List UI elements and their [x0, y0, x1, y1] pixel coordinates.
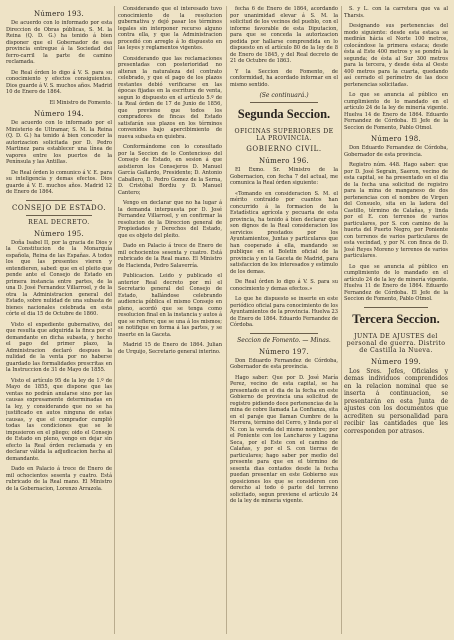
item-number: Número 196.: [258, 157, 310, 165]
paragraph: Designando sus pertenencias del modo siguiente: desde esta estaca se medirán hácia el Norte 100 metros, colocándose la primera estaca; desde ésta al Este 400 metros y se pondrá la segunda; de ésta al Sur 300 metros para la tercera, y desde ésta al Oeste 400 metros para la cuarta, quedando así cerrado el perímetro de las doce pertenencias solicitadas.: [344, 23, 448, 88]
column-divider: [114, 6, 115, 634]
paragraph: Visto el expediente gubernativo, del que resulta que adquirida la finca por el demandante en dicha subasta, y hecho el pago del primer plazo, la Administracion declaró despues la nulidad de la venta por no haberse guardado las formalidades prescritas en la Instruccion de 31 de Mayo de 1855.: [6, 321, 112, 373]
column-4: [344, 6, 448, 634]
paragraph: «Tomando en consideracion S. M. el mérito contraido por cuantos han concurrido á la formacion de la Estadística agrícola y pecuaria de esta provincia, ha tenido á bien declarar que son dignos de la Real consideracion los servicios prestados por los Ayuntamientos, Juntas y particulares que han cooperado á ella, mandando se publique en el Boletin oficial de la provincia y en la Gaceta de Madrid, para satisfaccion de los interesados y estímulo de los demas.: [230, 190, 338, 275]
paragraph: De Real órden lo digo á V. S. para su conocimiento y efectos consiguientes. Dios guarde á V. S. muchos años. Madrid 10 de Enero de 1864.: [6, 69, 112, 95]
paragraph: fecha 6 de Enero de 1864, acordando por unanimidad elevar á S. M. la solicitud de los vecinos del pueblo, con el informe favorable de esta Diputacion, para que se conceda la autorizacion pedida por hallarse comprendida en lo dispuesto en el artículo 80 de la ley de 8 de Enero de 1845, y del Real decreto de 21 de Octubre de 1863.: [230, 6, 338, 64]
column-3: [230, 6, 338, 634]
paragraph: Don Eduardo Fernandez de Córdoba, Gobernador de esta provincia.: [344, 145, 448, 158]
paragraph: Considerando que el interesado tuvo conocimiento de la resolucion gubernativa y dejó pasar los términos legales sin interponer recurso alguno contra ella, y que la Administracion procedió con arreglo á lo dispuesto en las leyes y reglamentos vigentes.: [118, 6, 222, 51]
paragraph: Dado en Palacio á trece de Enero de mil ochocientos sesenta y cuatro. Está rubricado de la Real mano. El Ministro de la Gobernacion, Lorenzo Arrazola.: [6, 466, 112, 492]
paragraph: Vengo en declarar que no ha lugar á la demanda interpuesta por D. José Fernandez Villarroel, y en confirmar la resolucion de la Direccion general de Propiedades y Derechos del Estado, que es objeto del pleito.: [118, 200, 222, 239]
item-number: Número 197.: [258, 347, 310, 356]
section-subtitle: JUNTA DE AJUSTES del personal de guerra. Distrito de Castilla la Nueva.: [346, 332, 446, 354]
section-subtitle: OFICINAS SUPERIORES DE LA PROVINCIA.: [234, 128, 334, 142]
paragraph: De Real órden lo comunico á V. E. para su inteligencia y demas efectos. Dios guarde á V. E. muchos años. Madrid 12 de Enero de 1864.: [6, 169, 112, 195]
paragraph: Conformándome con lo consultado por la Seccion de lo Contencioso del Consejo de Estado, en sesion á que asistieron los Consejeros D. Manuel García Gallardo, Presidente; D. Antonio Caballero, D. Pedro Gomez de la Serna, D. Cristóbal Bordiu y D. Manuel Cantero;: [118, 144, 222, 196]
paragraph: De acuerdo con lo informado por el Ministerio de Ultramar, S. M. la Reina (Q. D. G.) ha tenido á bien conceder la autorizacion solicitada por D. Pedro Martinez para establecer una línea de vapores entre los puertos de la Península y las Antillas.: [6, 120, 112, 165]
paragraph: Hago saber: Que por D. José María Perez, vecino de esta capital, se ha presentado en el dia de la fecha en este Gobierno de provincia una solicitud de registro pidiendo doce pertenencias de la mina de cobre llamada La Confianza, sita en el paraje que llaman Cumbre de la Herrera, término del Cerro, y linda por el N. con la vereda del mismo nombre; por el Poniente con los Lancharos y Laguna Seca, por el Este con el camino de Calañas, y por el S. con tierras de particulares; hago saber por medio del presente para que en el término de sesenta dias contados desde la fecha puedan presentar en este Gobierno sus oposiciones los que se consideren con derecho al todo ó parte del terreno solicitado, segun previene el artículo 24 de la ley de minería vigente.: [230, 374, 338, 504]
column-2: [118, 6, 222, 634]
item-number: Número 198.: [370, 135, 422, 143]
section-rule: [250, 102, 318, 103]
section-title: Tercera Seccion.: [352, 311, 440, 326]
paragraph: De acuerdo con lo informado por esta Direccion de Obras públicas, S. M. la Reina (Q. D. G.) ha tenido á bien disponer que el Gobernador de esa provincia entregue á la Sociedad del ferro-carril la parte de camino reclamada.: [6, 20, 112, 65]
column-divider: [341, 6, 342, 634]
item-number: Número 195.: [33, 229, 85, 238]
section-rule: [26, 200, 92, 201]
paragraph: Dado en Palacio á trece de Enero de mil ochocientos sesenta y cuatro. Está rubricado de la Real mano. El Ministro de Hacienda, Pedro Salaverría.: [118, 243, 222, 269]
section-title: Segunda Seccion.: [237, 107, 331, 121]
paragraph: Los Sres. Jefes, Oficiales y demas individuos comprendidos en la relacion nominal que se inserta á continuacion, se presentarán en esta Junta de ajustes con los documentos que acrediten su personalidad para recibir las cantidades que les corresponden por atrasos.: [344, 367, 448, 435]
paragraph: Lo que he dispuesto se inserte en este periódico oficial para conocimiento de los Ayuntamientos de la provincia. Huelva 23 de Enero de 1864. Eduardo Fernandez de Córdoba.: [230, 296, 338, 328]
subsection-title: Seccion de Fomento. — Minas.: [237, 336, 331, 344]
item-number: Número 194.: [33, 110, 85, 118]
item-number: Número 193.: [33, 10, 85, 18]
paragraph: El Exmo. Sr. Ministro de la Gobernacion, con fecha 7 del actual, me comunica la Real órden siguiente:: [230, 167, 338, 186]
section-rule: [364, 307, 428, 308]
paragraph: Lo que se anuncia al público en cumplimiento de lo mandado en el artículo 24 de la ley de minería vigente. Huelva 14 de Enero de 1864. Eduardo Fernandez de Córdoba. El Jefe de la Seccion de Fomento, Pablo Otmol.: [344, 92, 448, 131]
section-rule: [250, 333, 318, 334]
subsection-heading: REAL DECRETO.: [28, 218, 90, 226]
paragraph: Madrid 15 de Enero de 1864. Julian de Urquijo, Secretario general interino.: [118, 342, 222, 355]
paragraph: Y la Seccion de Fomento, de conformidad, ha acordado informar en el mismo sentido.: [230, 68, 338, 88]
paragraph: De Real órden lo digo á V. S. para su conocimiento y demas efectos.»: [230, 279, 338, 292]
item-number: Número 199.: [370, 357, 422, 366]
section-rule: [26, 215, 92, 216]
paragraph: Considerando que las reclamaciones presentadas con posterioridad no alteran la naturaleza del contrato celebrado, y que el pago de los plazos restantes debió verificarse en las épocas fijadas en la escritura de venta, segun lo dispuesto en el artículo 5.º de la Real órden de 17 de Junio de 1856, que previene que todos los compradores de fincas del Estado satisfarán sus plazos en los términos convenidos bajo apercibimiento de nueva subasta en quiebra.: [118, 55, 222, 140]
paragraph: S. y L. con la carretera que va al Tharsis.: [344, 6, 448, 19]
column-divider: [226, 6, 227, 634]
paragraph: Lo que se anuncia al público en cumplimiento de lo mandado en el artículo 24 de la ley de minería vigente. Huelva 11 de Enero de 1864. Eduardo Fernandez de Córdoba. El Jefe de la Seccion de Fomento, Pablo Otmol.: [344, 263, 448, 302]
paragraph: Don Eduardo Fernandez de Córdoba, Gobernador de esta provincia.: [230, 357, 338, 370]
office-heading: GOBIERNO CIVIL.: [246, 145, 322, 153]
paragraph: Visto el artículo 95 de la ley de 1.º de Mayo de 1855, que dispone que las ventas no podrán anularse sino por las causas expresamente determinadas en la ley, y considerando que no se ha justificado en autos ninguna de estas causas, y que el comprador cumplió todas las condiciones que se le impusieron en el pliego; oido el Consejo de Estado en pleno, vengo en dejar sin efecto la Real órden reclamada y en declarar válida la adjudicacion hecha al demandante.: [6, 377, 112, 462]
continuation-note: (Se continuará.): [259, 92, 309, 99]
paragraph: Doña Isabel II, por la gracia de Dios y la Constitucion de la Monarquía española, Reina de las Españas. A todos los que las presentes vieren y entendieren, sabed: que en el pleito que pende ante el Consejo de Estado en primera instancia entre partes, de la una D. José Fernandez Villarroel, y de la otra la Administracion general del Estado, sobre nulidad de una subasta de bienes nacionales celebrada en esta córte el dia 15 de Octubre de 1860.: [6, 239, 112, 317]
section-heading: CONSEJO DE ESTADO.: [11, 203, 107, 212]
column-1: [6, 6, 112, 634]
paragraph: Publicacion. Leido y publicado el anterior Real decreto por mí el Secretario general del Consejo de Estado, hallándose celebrando audiencia pública el mismo Consejo en pleno, acordó que se tenga como resolucion final en la instancia y autos á que se refiere; que se una á los mismos; se notifique en forma á las partes, y se inserte en la Gaceta.: [118, 273, 222, 338]
paragraph: Registro núm. 448. Hago saber: que por D. José Segrain, Saeron, vecino de esta capital, se ha presentado en el dia de la fecha una solicitud de registro para la mina de manganeso de dos pertenencias con el nombre de Virgen del Consuelo, sita en la ladera del Castillo, término de Calañas, y linda por el E. con terrenos de varios particulares, por S. con camino de la huerta del Puerto Negro, por Poniente con terrenos de varios particulares de esta vecindad, y por N. con finca de D. José Reyes Moreno y terrenos de varios particulares.: [344, 162, 448, 259]
signature: El Ministro de Fomento.: [49, 99, 112, 106]
